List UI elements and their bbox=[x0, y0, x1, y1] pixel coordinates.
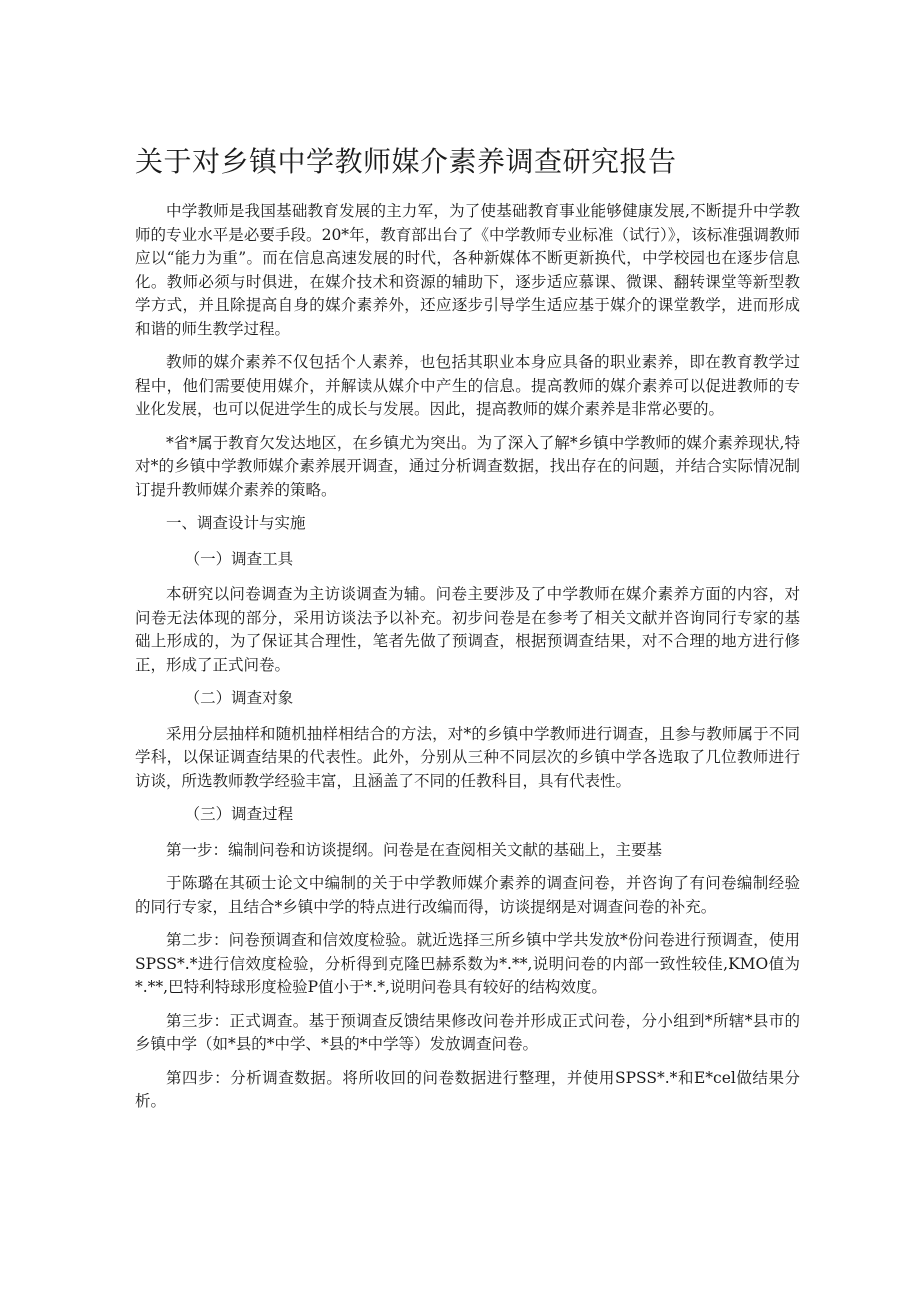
process-step-1-continued: 于陈璐在其硕士论文中编制的关于中学教师媒介素养的调查问卷，并咨询了有问卷编制经验的同行专家，且结合*乡镇中学的特点进行改编而得，访谈提纲是对调查问卷的补充。 bbox=[135, 874, 800, 916]
subsection-heading-survey-process: （三）调查过程 bbox=[184, 805, 294, 823]
survey-subjects-paragraph: 采用分层抽样和随机抽样相结合的方法，对*的乡镇中学教师进行调查，且参与教师属于不同学科，以保证调查结果的代表性。此外，分别从三种不同层次的乡镇中学各选取了几位教师进行访谈，所选教师教学经验丰富，且涵盖了不同的任教科目，具有代表性。 bbox=[135, 724, 800, 790]
document-page bbox=[135, 140, 800, 1124]
process-step-2: 第二步：问卷预调查和信效度检验。就近选择三所乡镇中学共发放*份问卷进行预调查，使用SPSS*.*进行信效度检验，分析得到克隆巴赫系数为*.**,说明问卷的内部一致性较佳,KMO值为*.**,巴特利特球形度检验P值小于*.*,说明问卷具有较好的结构效度。 bbox=[135, 931, 800, 996]
subsection-heading-survey-tools: （一）调查工具 bbox=[184, 549, 294, 568]
subsection-heading-survey-subjects: （二）调查对象 bbox=[184, 689, 294, 707]
intro-paragraph-3: *省*属于教育欠发达地区，在乡镇尤为突出。为了深入了解*乡镇中学教师的媒介素养现状,特对*的乡镇中学教师媒介素养展开调查，通过分析调查数据，找出存在的问题，并结合实际情况制订提升教师媒介素养的策略。 bbox=[135, 433, 800, 499]
intro-paragraph-1: 中学教师是我国基础教育发展的主力军，为了使基础教育事业能够健康发展,不断提升中学教师的专业水平是必要手段。20*年，教育部出台了《中学教师专业标准（试行）》，该标准强调教师应以“能力为重”。而在信息高速发展的时代，各种新媒体不断更新换代，中学校园也在逐步信息化。教师必须与时俱进，在媒介技术和资源的辅助下，逐步适应慕课、微课、翻转课堂等新型教学方式，并且除提高自身的媒介素养外，还应逐步引导学生适应基于媒介的课堂教学，进而形成和谐的师生教学过程。 bbox=[135, 202, 800, 338]
section-heading-survey-design: 一、调查设计与实施 bbox=[166, 514, 306, 532]
intro-paragraph-2: 教师的媒介素养不仅包括个人素养，也包括其职业本身应具备的职业素养，即在教育教学过程中，他们需要使用媒介，并解读从媒介中产生的信息。提高教师的媒介素养可以促进教师的专业化发展，也可以促进学生的成长与发展。因此，提高教师的媒介素养是非常必要的。 bbox=[135, 353, 800, 418]
document-title: 关于对乡镇中学教师媒介素养调查研究报告 bbox=[135, 145, 677, 178]
process-step-3: 第三步：正式调查。基于预调查反馈结果修改问卷并形成正式问卷，分小组到*所辖*县市的乡镇中学（如*县的*中学、*县的*中学等）发放调查问卷。 bbox=[135, 1011, 800, 1053]
process-step-1: 第一步：编制问卷和访谈提纲。问卷是在查阅相关文献的基础上，主要基 bbox=[166, 840, 663, 859]
survey-tools-paragraph: 本研究以问卷调查为主访谈调查为辅。问卷主要涉及了中学教师在媒介素养方面的内容，对问卷无法体现的部分，采用访谈法予以补充。初步问卷是在参考了相关文献并咨询同行专家的基础上形成的，为了保证其合理性，笔者先做了预调查，根据预调查结果，对不合理的地方进行修正，形成了正式问卷。 bbox=[135, 585, 800, 674]
process-step-4: 第四步：分析调查数据。将所收回的问卷数据进行整理，并使用SPSS*.*和E*cel做结果分析。 bbox=[135, 1068, 800, 1110]
